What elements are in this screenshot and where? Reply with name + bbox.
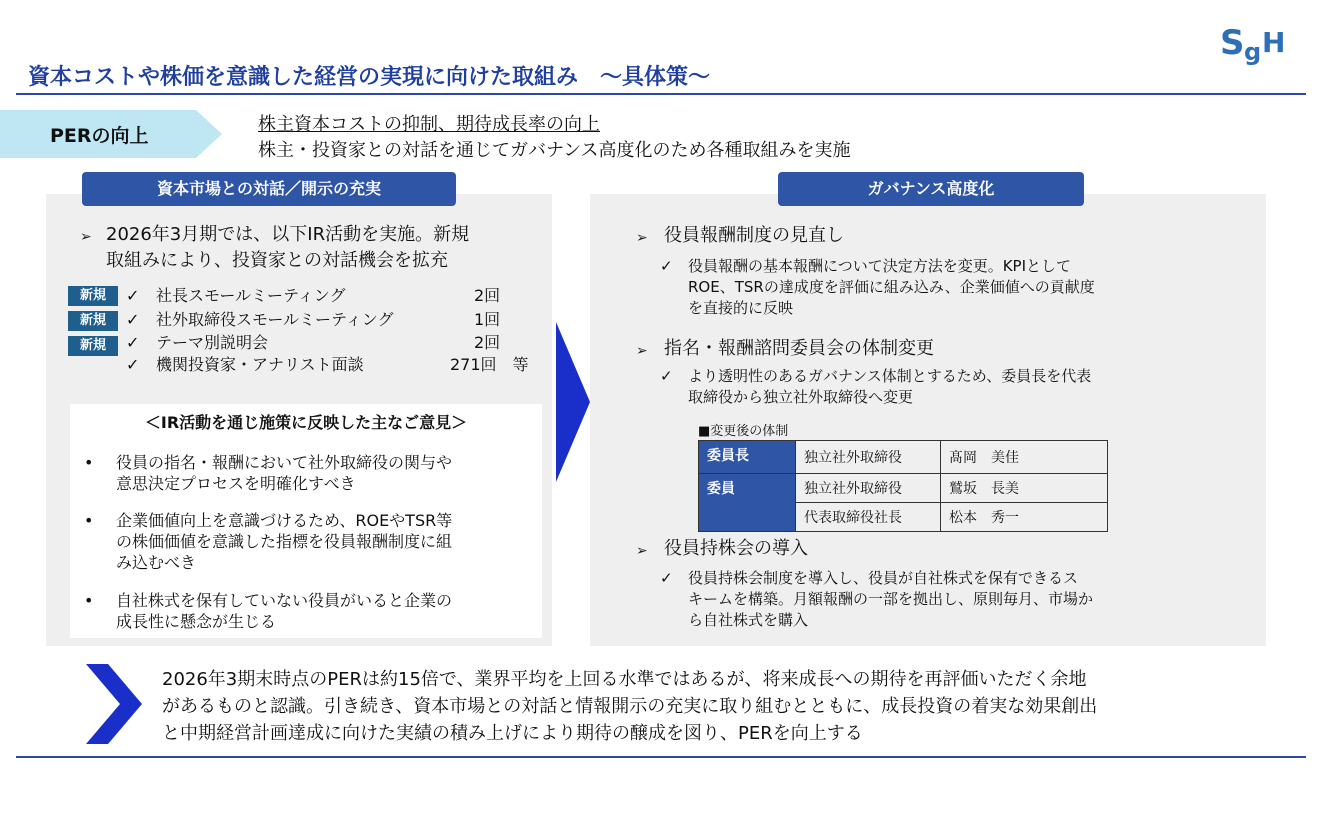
- arrow-bullet-icon: ➢: [80, 229, 92, 245]
- arrow-bullet-icon: ➢: [636, 230, 648, 246]
- arrow-bullet-icon: ➢: [636, 543, 648, 559]
- left-section-heading: 資本市場との対話／開示の充実: [82, 172, 456, 206]
- item-detail: 取締役から独立社外取締役へ変更: [688, 388, 914, 406]
- item-detail: 役員報酬の基本報酬について決定方法を変更。KPIとして: [688, 257, 1072, 275]
- dot-bullet-icon: •: [84, 591, 94, 610]
- item-detail: を直接的に反映: [688, 299, 794, 317]
- conclusion-line: があるものと認識。引き続き、資本市場との対話と情報開示の充実に取り組むとともに、成長投資の着実な効果創出: [162, 696, 1098, 717]
- table-row: [699, 474, 1108, 503]
- opinion-text: 役員の指名・報酬において社外取締役の関与や: [116, 453, 453, 472]
- check-icon: ✓: [126, 310, 140, 329]
- dot-bullet-icon: •: [84, 453, 94, 472]
- ir-intro-line-2: 取組みにより、投資家との対話機会を拡充: [106, 250, 448, 271]
- conclusion-text: [162, 666, 1292, 747]
- check-icon: ✓: [126, 286, 140, 305]
- opinion-text: 成長性に懸念が生じる: [116, 612, 277, 631]
- item-detail: ら自社株式を購入: [688, 611, 809, 629]
- position-cell: 独立社外取締役: [796, 474, 941, 503]
- committee-table: [698, 440, 1108, 532]
- goal-line-1: 株主資本コストの抑制、期待成長率の向上: [258, 114, 600, 135]
- activity-count: 2回: [474, 286, 501, 305]
- new-badge: 新規: [68, 311, 118, 331]
- conclusion-line: 2026年3期末時点のPERは約15倍で、業界平均を上回る水準ではあるが、将来成長への期待を再評価いただく余地: [162, 669, 1087, 690]
- per-label-text: PERの向上: [50, 125, 149, 147]
- activity-name: 社長スモールミーティング: [156, 286, 346, 305]
- item-detail: 役員持株会制度を導入し、役員が自社株式を保有できるス: [688, 569, 1079, 587]
- page-title: 資本コストや株価を意識した経営の実現に向けた取組み ～具体策～: [28, 65, 711, 90]
- right-arrow-icon: [556, 322, 590, 486]
- role-cell: 委員長: [699, 441, 796, 474]
- opinions-title: ＜IR活動を通じ施策に反映した主なご意見＞: [144, 413, 468, 432]
- activity-count: 2回: [474, 333, 501, 352]
- member-name-cell: 髙岡 美佳: [941, 441, 1108, 474]
- per-label-banner: [0, 110, 222, 158]
- company-logo: [1218, 18, 1302, 66]
- role-cell: 委員: [699, 474, 796, 532]
- right-section-heading: ガバナンス高度化: [778, 172, 1084, 206]
- structure-label: ■変更後の体制: [698, 424, 789, 439]
- member-name-cell: 松本 秀一: [941, 503, 1108, 532]
- item-detail: より透明性のあるガバナンス体制とするため、委員長を代表: [688, 367, 1092, 385]
- opinion-text: 自社株式を保有していない役員がいると企業の: [116, 591, 453, 610]
- check-icon: ✓: [660, 257, 673, 275]
- check-icon: ✓: [660, 569, 673, 587]
- item-title: 指名・報酬諮問委員会の体制変更: [664, 338, 934, 359]
- dot-bullet-icon: •: [84, 511, 94, 530]
- member-name-cell: 鷲坂 長美: [941, 474, 1108, 503]
- item-title: 役員報酬制度の見直し: [664, 225, 844, 246]
- opinion-text: 意思決定プロセスを明確化すべき: [116, 474, 356, 493]
- opinion-text: み込むべき: [116, 553, 197, 572]
- goal-line-2: 株主・投資家との対話を通じてガバナンス高度化のため各種取組みを実施: [258, 140, 851, 161]
- activity-count: 271回 等: [450, 355, 529, 374]
- new-badge: 新規: [68, 336, 118, 356]
- position-cell: 独立社外取締役: [796, 441, 941, 474]
- check-icon: ✓: [660, 367, 673, 385]
- opinion-text: の株価価値を意識した指標を役員報酬制度に組: [116, 532, 453, 551]
- activity-name: テーマ別説明会: [156, 333, 269, 352]
- item-detail: ROE、TSRの達成度を評価に組み込み、企業価値への貢献度: [688, 278, 1095, 296]
- arrow-bullet-icon: ➢: [636, 343, 648, 359]
- svg-text:S: S: [1220, 23, 1245, 63]
- ir-intro-line-1: 2026年3月期では、以下IR活動を実施。新規: [106, 224, 470, 245]
- bottom-divider: [16, 756, 1306, 758]
- table-row: [699, 441, 1108, 474]
- title-divider: [16, 93, 1306, 95]
- check-icon: ✓: [126, 333, 140, 352]
- conclusion-line: と中期経営計画達成に向けた実績の積み上げにより期待の醸成を図り、PERを向上する: [162, 723, 863, 744]
- svg-text:g: g: [1244, 38, 1262, 66]
- activity-name: 機関投資家・アナリスト面談: [156, 355, 364, 374]
- check-icon: ✓: [126, 355, 140, 374]
- svg-text:H: H: [1262, 26, 1286, 59]
- position-cell: 代表取締役社長: [796, 503, 941, 532]
- activity-name: 社外取締役スモールミーティング: [156, 310, 394, 329]
- item-title: 役員持株会の導入: [664, 538, 808, 559]
- item-detail: キームを構築。月額報酬の一部を拠出し、原則毎月、市場か: [688, 590, 1094, 608]
- activity-count: 1回: [474, 310, 501, 329]
- new-badge: 新規: [68, 286, 118, 306]
- chevron-right-icon: [86, 664, 142, 748]
- opinion-text: 企業価値向上を意識づけるため、ROEやTSR等: [116, 511, 453, 530]
